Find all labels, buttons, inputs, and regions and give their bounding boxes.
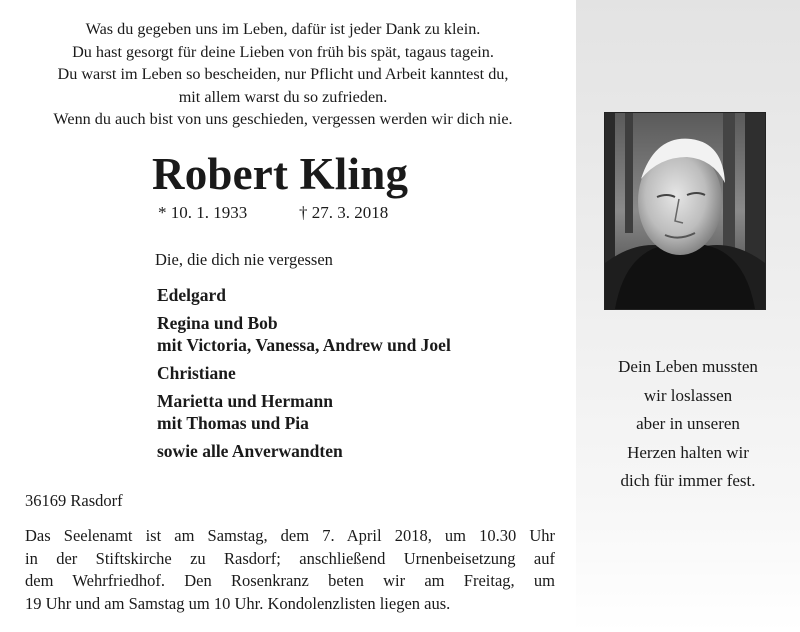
deceased-name: Robert Kling: [152, 149, 409, 199]
poem: [0, 18, 566, 131]
service-notice: [25, 525, 555, 615]
notice-line: in der Stiftskirche zu Rasdorf; anschließend Urnenbeisetzung auf: [25, 548, 555, 568]
place: 36169 Rasdorf: [25, 491, 123, 510]
quote-line: dich für immer fest.: [620, 471, 756, 490]
notice-line: 19 Uhr und am Samstag um 10 Uhr. Kondolenzlisten liegen aus.: [25, 593, 451, 613]
death-date: † 27. 3. 2018: [299, 203, 389, 222]
mourner-group: [157, 440, 451, 462]
quote-line: aber in unseren: [636, 414, 740, 433]
memorial-quote: [576, 353, 800, 496]
birth-date: * 10. 1. 1933: [158, 203, 248, 222]
poem-line: mit allem warst du so zufrieden.: [178, 87, 388, 106]
mourner-line: sowie alle Anverwandten: [157, 441, 343, 461]
sidebar-panel: [576, 0, 800, 632]
mourner-line: Regina und Bob: [157, 313, 278, 333]
quote-line: Herzen halten wir: [627, 442, 749, 462]
quote-line: wir loslassen: [643, 385, 733, 405]
mourner-line: Marietta und Hermann: [157, 391, 333, 411]
poem-line: Du hast gesorgt für deine Lieben von früh bis spät, tagaus tagein.: [72, 42, 494, 61]
mourner-group: [157, 390, 451, 434]
poem-line: Du warst im Leben so bescheiden, nur Pflicht und Arbeit kanntest du,: [57, 65, 509, 84]
portrait-photo: [604, 112, 766, 310]
mourner-group: [157, 362, 451, 384]
mourner-group: [157, 284, 451, 306]
portrait-image: [605, 113, 765, 309]
mourner-line: mit Thomas und Pia: [157, 413, 309, 433]
mourners-list: [157, 284, 451, 468]
poem-line: Wenn du auch bist von uns geschieden, vergessen werden wir dich nie.: [53, 110, 513, 129]
mourner-line: Christiane: [157, 363, 236, 383]
poem-line: Was du gegeben uns im Leben, dafür ist jeder Dank zu klein.: [85, 20, 481, 38]
mourner-group: [157, 312, 451, 356]
notice-line: dem Wehrfriedhof. Den Rosenkranz beten wir am Freitag, um: [25, 571, 555, 591]
quote-line: Dein Leben mussten: [618, 357, 758, 376]
mourner-line: Edelgard: [157, 285, 227, 305]
mourner-line: mit Victoria, Vanessa, Andrew und Joel: [157, 335, 451, 355]
notice-line: Das Seelenamt ist am Samstag, dem 7. April 2018, um 10.30 Uhr: [25, 526, 555, 545]
mourners-intro: Die, die dich nie vergessen: [155, 250, 333, 269]
